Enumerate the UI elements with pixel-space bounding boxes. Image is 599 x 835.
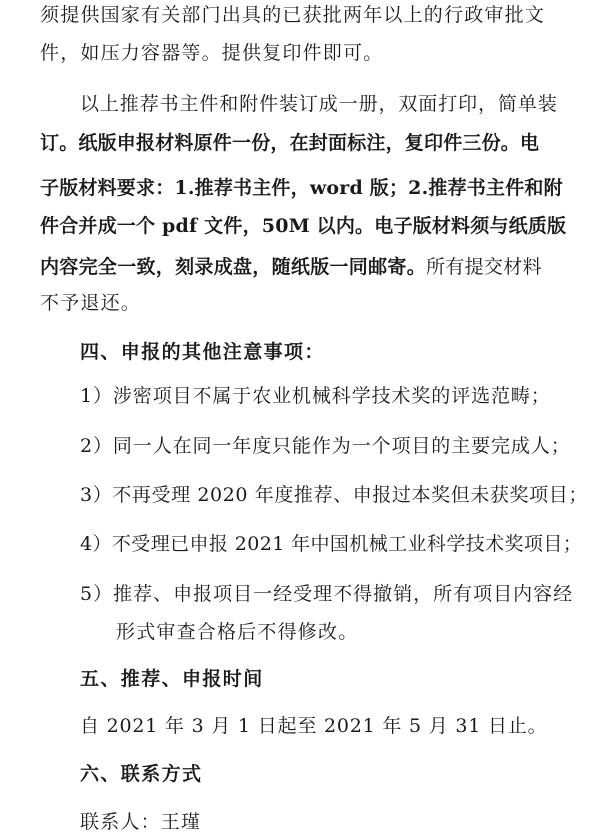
section-5-text: 自 2021 年 3 月 1 日起至 2021 年 5 月 31 日止。 (80, 715, 548, 737)
section-5-heading: 五、推荐、申报时间 (80, 668, 264, 690)
binding-paragraph-line-3: 子版材料要求：1.推荐书主件，word 版；2.推荐书主件和附 (40, 177, 563, 199)
binding-paragraph-line-2: 订。纸版申报材料原件一份，在封面标注，复印件三份。电 (40, 132, 540, 154)
continuation-line-2: 件，如压力容器等。提供复印件即可。 (40, 42, 384, 64)
section-6-heading: 六、联系方式 (80, 763, 203, 785)
section-4-item-2: 2）同一人在同一年度只能作为一个项目的主要完成人； (80, 435, 571, 457)
binding-paragraph-line-5-bold: 内容完全一致，刻录成盘，随纸版一同邮寄。 (40, 256, 427, 278)
binding-paragraph-line-6: 不予退还。 (40, 292, 142, 314)
section-4-item-1: 1）涉密项目不属于农业机械科学技术奖的评选范畴； (80, 385, 551, 407)
binding-paragraph-line-5 (40, 255, 599, 279)
binding-paragraph-line-5-rest: 所有提交材料 (426, 256, 542, 278)
section-4-item-3: 3）不再受理 2020 年度推荐、申报过本奖但未获奖项目； (80, 484, 588, 506)
section-4-item-5-continued: 形式审查合格后不得修改。 (116, 621, 359, 643)
section-4-heading: 四、申报的其他注意事项： (80, 341, 325, 363)
section-4-item-4: 4）不受理已申报 2021 年中国机械工业科学技术奖项目； (80, 533, 583, 555)
binding-paragraph-line-4: 件合并成一个 pdf 文件，50M 以内。电子版材料须与纸质版 (40, 215, 567, 237)
contact-person: 联系人：王瑾 (80, 811, 202, 833)
section-4-item-5: 5）推荐、申报项目一经受理不得撤销，所有项目内容经 (80, 583, 574, 605)
binding-paragraph-line-1: 以上推荐书主件和附件装订成一册，双面打印，简单装 (80, 93, 558, 115)
continuation-line-1: 须提供国家有关部门出具的已获批两年以上的行政审批文 (40, 4, 546, 26)
